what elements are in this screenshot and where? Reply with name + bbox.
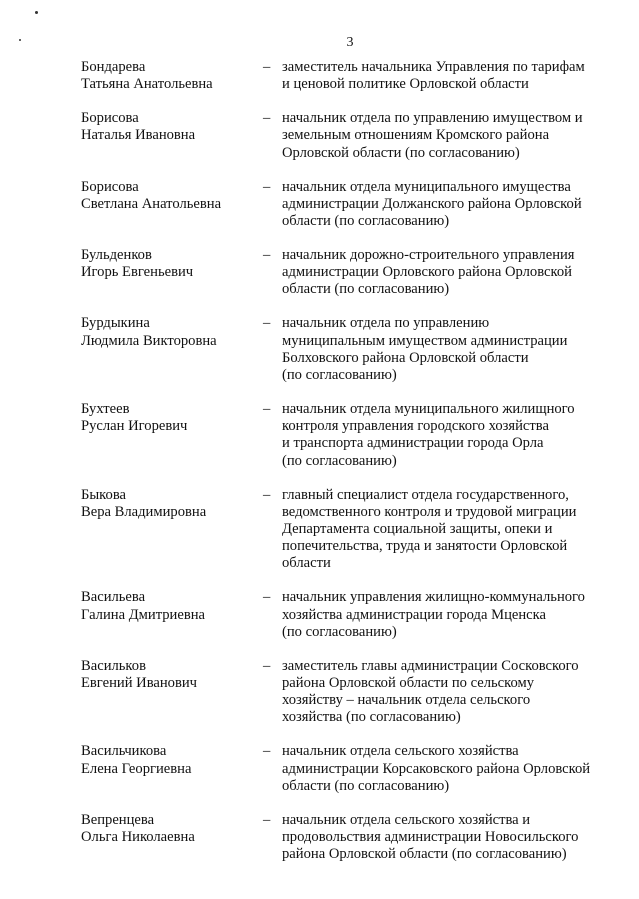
surname: Вепренцева	[81, 811, 155, 828]
given-names: Наталья Ивановна	[81, 127, 196, 144]
surname: Васильков	[81, 657, 146, 674]
position-line: администрации Орловского района Орловской	[282, 264, 572, 281]
list-item	[81, 401, 611, 470]
person-name	[81, 315, 263, 384]
position-description	[282, 401, 611, 470]
surname: Васильчикова	[81, 743, 167, 760]
position-description	[282, 179, 611, 231]
position-line: области (по согласованию)	[282, 213, 450, 230]
position-line: начальник отдела по управлению имуществом и	[282, 110, 583, 127]
member-list	[81, 59, 611, 880]
person-name	[81, 59, 263, 93]
position-line: и транспорта администрации города Орла	[282, 435, 544, 452]
given-names: Руслан Игоревич	[81, 418, 188, 435]
person-name	[81, 110, 263, 162]
given-names: Ольга Николаевна	[81, 829, 195, 846]
position-line: области	[282, 555, 331, 572]
person-name	[81, 247, 263, 299]
surname: Васильева	[81, 589, 146, 606]
position-line: хозяйства администрации города Мценска	[282, 606, 546, 623]
dash-separator: –	[263, 110, 271, 127]
position-description	[282, 110, 611, 162]
position-line: Департамента социальной защиты, опеки и	[282, 521, 553, 538]
position-line: контроля управления городского хозяйства	[282, 418, 549, 435]
given-names: Светлана Анатольевна	[81, 195, 222, 212]
position-line: администрации Корсаковского района Орловской	[282, 760, 591, 777]
given-names: Елена Георгиевна	[81, 760, 192, 777]
position-line: (по согласованию)	[282, 367, 397, 384]
position-line: начальник отдела муниципального жилищного	[282, 401, 575, 418]
position-line: муниципальным имуществом администрации	[282, 332, 568, 349]
given-names: Вера Владимировна	[81, 503, 207, 520]
person-name	[81, 487, 263, 573]
position-line: (по согласованию)	[282, 623, 397, 640]
position-line: района Орловской области по сельскому	[282, 675, 535, 692]
dash-separator: –	[263, 743, 271, 760]
dash-separator: –	[263, 178, 271, 195]
position-line: хозяйству – начальник отдела сельского	[282, 692, 531, 709]
list-item	[81, 812, 611, 864]
position-description	[282, 658, 611, 727]
given-names: Галина Дмитриевна	[81, 606, 206, 623]
position-line: начальник отдела по управлению	[282, 315, 490, 332]
position-line: начальник дорожно-строительного управления	[282, 247, 575, 264]
dash-separator: –	[263, 401, 271, 418]
dash-separator: –	[263, 59, 271, 75]
position-line: главный специалист отдела государственного,	[282, 486, 569, 503]
person-name	[81, 179, 263, 231]
position-description	[282, 487, 611, 573]
person-name	[81, 589, 263, 641]
surname: Бухтеев	[81, 401, 130, 418]
dash-separator: –	[263, 589, 271, 606]
position-line: заместитель начальника Управления по тарифам	[282, 59, 585, 75]
position-line: и ценовой политике Орловской области	[282, 76, 529, 93]
person-name	[81, 743, 263, 795]
person-name	[81, 401, 263, 470]
list-item	[81, 179, 611, 231]
position-line: ведомственного контроля и трудовой миграции	[282, 503, 577, 520]
surname: Бондарева	[81, 59, 146, 75]
position-description	[282, 812, 611, 864]
surname: Бурдыкина	[81, 315, 150, 332]
person-name	[81, 658, 263, 727]
given-names: Людмила Викторовна	[81, 332, 217, 349]
list-item	[81, 247, 611, 299]
surname: Борисова	[81, 178, 139, 195]
list-item	[81, 487, 611, 573]
position-line: продовольствия администрации Новосильского	[282, 829, 579, 846]
given-names: Игорь Евгеньевич	[81, 264, 194, 281]
position-line: Орловской области (по согласованию)	[282, 144, 520, 161]
page-number: 3	[346, 35, 354, 50]
list-item	[81, 589, 611, 641]
dash-separator: –	[263, 247, 271, 264]
position-line: начальник управления жилищно-коммунального	[282, 589, 585, 606]
position-line: района Орловской области (по согласованию)	[282, 846, 567, 863]
scan-speck	[35, 11, 38, 14]
position-line: Болховского района Орловской области	[282, 349, 529, 366]
position-line: начальник отдела сельского хозяйства	[282, 743, 519, 760]
position-description	[282, 315, 611, 384]
given-names: Евгений Иванович	[81, 675, 198, 692]
dash-separator: –	[263, 811, 271, 828]
position-line: администрации Должанского района Орловской	[282, 195, 582, 212]
person-name	[81, 812, 263, 864]
list-item	[81, 743, 611, 795]
surname: Бульденков	[81, 247, 152, 264]
dash-separator: –	[263, 657, 271, 674]
list-item	[81, 658, 611, 727]
dash-separator: –	[263, 486, 271, 503]
given-names: Татьяна Анатольевна	[81, 76, 213, 93]
position-line: попечительства, труда и занятости Орловской	[282, 538, 568, 555]
position-line: (по согласованию)	[282, 452, 397, 469]
surname: Борисова	[81, 110, 139, 127]
list-item	[81, 315, 611, 384]
position-description	[282, 743, 611, 795]
position-line: начальник отдела сельского хозяйства и	[282, 811, 531, 828]
dash-separator: –	[263, 315, 271, 332]
position-line: заместитель главы администрации Сосковского	[282, 657, 579, 674]
position-description	[282, 589, 611, 641]
position-line: начальник отдела муниципального имущества	[282, 178, 571, 195]
position-description	[282, 247, 611, 299]
position-description	[282, 59, 611, 93]
position-line: области (по согласованию)	[282, 777, 450, 794]
position-line: области (по согласованию)	[282, 281, 450, 298]
surname: Быкова	[81, 486, 127, 503]
position-line: хозяйства (по согласованию)	[282, 709, 461, 726]
list-item	[81, 59, 611, 93]
list-item	[81, 110, 611, 162]
position-line: земельным отношениям Кромского района	[282, 127, 550, 144]
